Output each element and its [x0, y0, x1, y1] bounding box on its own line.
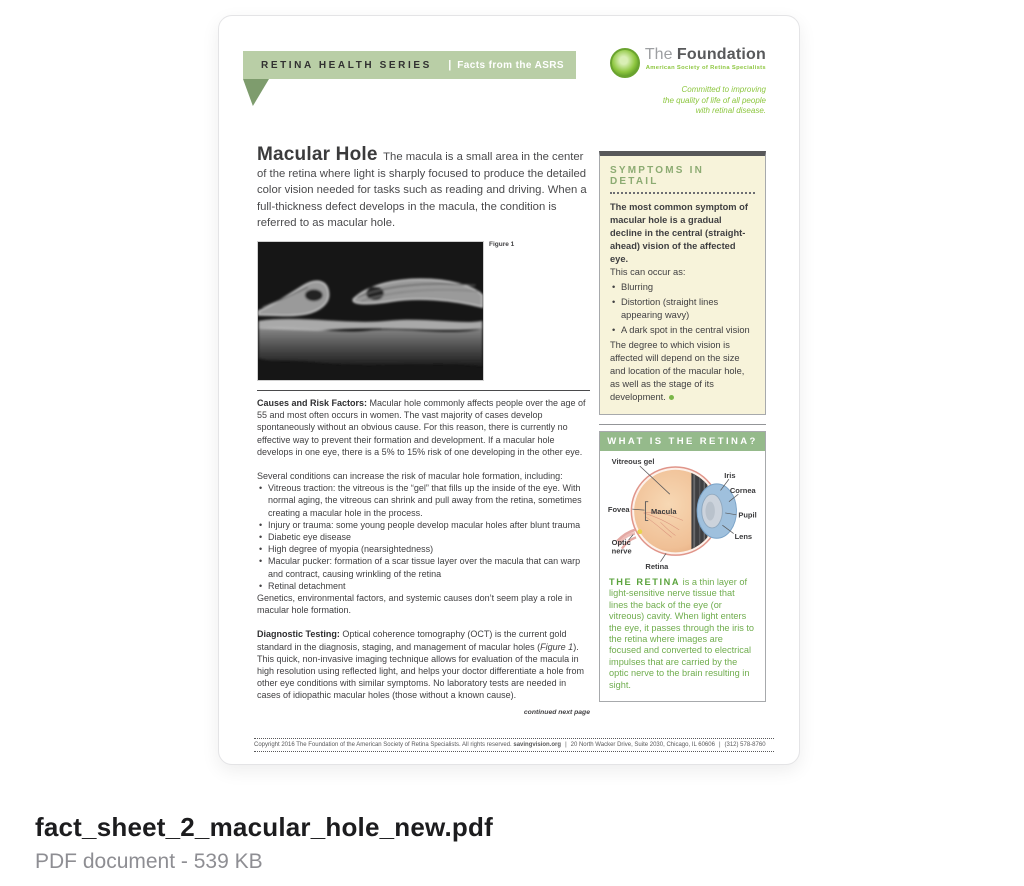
symptom-item: • Distortion (straight lines appearing wavy) — [610, 296, 755, 322]
logo-tagline-line: the quality of life of all people — [662, 95, 766, 105]
pdf-footer — [254, 738, 774, 752]
series-subtitle: Facts from the ASRS — [457, 59, 564, 71]
footer-site: savingvision.org — [513, 742, 562, 748]
risk-factor-item: • Vitreous traction: the vitreous is the “gel” that fills up the inside of the eye. With normal aging, the vitreous can shrink and pull away from the retina, sometimes creating a macular hole in the process. — [257, 482, 590, 519]
logo-tagline-line: Committed to improving — [681, 85, 766, 94]
causes-body: Macular hole commonly affects people over the age of 55 and most often occurs in women. The vast majority of cases develop spontaneously without an obvious cause. For this reason, there is currently no effective way to prevent their formation and development. If a macular hole develops in one eye, there is a 5% to 15% risk of one developing in the other eye. — [257, 397, 586, 457]
figure-1-block — [257, 241, 590, 381]
footer-copyright: Copyright 2016 The Foundation of the American Society of Retina Specialists. All rights reserved. — [254, 742, 514, 748]
label-pupil: Pupil — [738, 510, 757, 520]
logo-the: The — [644, 46, 677, 63]
foundation-logo — [599, 46, 766, 117]
retina-box-body — [600, 573, 765, 701]
page-title: Macular Hole — [257, 144, 384, 165]
label-fovea: Fovea — [607, 505, 630, 514]
file-info — [35, 812, 493, 874]
footer-phone: (312) 578-8760 — [724, 742, 766, 748]
file-name: fact_sheet_2_macular_hole_new.pdf — [35, 812, 493, 842]
risk-factor-item: • High degree of myopia (nearsightedness) — [257, 543, 590, 555]
logo-org-name: American Society of Retina Specialists — [645, 65, 766, 71]
retina-box-title: WHAT IS THE RETINA? — [600, 432, 765, 451]
symptoms-in-detail-box — [599, 151, 766, 415]
symptoms-outro-text: The degree to which vision is affected will depend on the size and location of the macular hole, as well as the stage of its development. — [610, 340, 745, 402]
banner-ribbon-fold — [243, 79, 269, 106]
label-lens: Lens — [734, 532, 753, 542]
symptoms-box-title: SYMPTOMS IN DETAIL — [610, 165, 705, 187]
oct-scan-figure — [257, 241, 484, 381]
figure-reference: Figure 1 — [540, 641, 574, 652]
footer-address: 20 North Wacker Drive, Suite 2030, Chicago, IL 60606 — [570, 742, 715, 748]
sidebar — [599, 151, 766, 702]
symptom-item: • Blurring — [610, 281, 755, 294]
figure-1-label: Figure 1 — [489, 240, 515, 248]
eye-diagram — [600, 451, 765, 573]
diagnostic-paragraph — [257, 628, 590, 701]
logo-tagline-line: with retinal disease. — [695, 106, 766, 115]
section-divider — [257, 390, 590, 391]
foundation-logo-icon — [610, 48, 640, 78]
retina-body-lead: THE RETINA — [609, 577, 681, 587]
sidebar-divider — [599, 424, 766, 425]
causes-outro: Genetics, environmental factors, and systemic causes don’t seem play a role in macular hole formation. — [257, 593, 573, 616]
label-iris: Iris — [724, 471, 736, 481]
retina-body-text: is a thin layer of light-sensitive nerve tissue that lines the back of the eye (or vitreous) cavity. When light enters the eye, it passes through the iris to the retina where images are focused and converted to electrical impulses that are carried by the optic nerve to the brain resulting in sight. — [609, 577, 755, 690]
footer-sep-2: | — [718, 742, 721, 748]
dotted-separator — [610, 192, 755, 194]
label-retina: Retina — [645, 562, 669, 572]
end-bullet-icon — [669, 395, 674, 400]
logo-foundation: Foundation — [676, 46, 766, 63]
symptoms-list — [610, 281, 755, 337]
logo-tagline — [599, 85, 766, 117]
risk-factor-item: • Macular pucker: formation of a scar tissue layer over the macula that can warp and contract, causing wrinkling of the retina — [257, 555, 590, 579]
risk-factor-item: • Diabetic eye disease — [257, 531, 590, 543]
label-nerve: nerve — [611, 546, 632, 556]
article-intro — [257, 144, 590, 232]
risk-list-intro: Several conditions can increase the risk of macular hole formation, including: — [257, 470, 563, 481]
banner-divider: | — [448, 59, 452, 71]
pupil-shape — [705, 502, 714, 521]
file-meta: PDF document - 539 KB — [35, 850, 263, 873]
symptoms-lead: The most common symptom of macular hole is a gradual decline in the central (straight-ahead) vision of the affected eye. — [610, 202, 748, 264]
footer-dotted-bottom — [254, 751, 774, 752]
label-optic: Optic — [611, 537, 631, 547]
footer-sep-1: | — [565, 742, 567, 748]
article-main-column — [257, 144, 590, 716]
series-banner — [243, 51, 576, 79]
pdf-preview-card[interactable] — [218, 15, 800, 765]
label-macula: Macula — [651, 506, 677, 516]
symptoms-outro — [610, 339, 755, 404]
continued-next-page: continued next page — [523, 708, 590, 716]
causes-heading: Causes and Risk Factors: — [257, 397, 370, 408]
diagnostic-pre: Optical coherence tomography (OCT) is the current gold standard in the diagnosis, staging, and management of macular holes ( — [257, 629, 567, 652]
risk-factor-item: • Retinal detachment — [257, 580, 590, 592]
label-vitreous-gel: Vitreous gel — [611, 457, 655, 467]
intro-text: The macula is a small area in the center of the retina where light is sharply focused to produce the detailed color vision needed for tasks such as reading and driving. When a full-thickness defect develops in the macula, the condition is referred to as macular hole. — [257, 151, 587, 230]
diagnostic-post: ). This quick, non-invasive imaging technique allows for evaluation of the macula in high resolution using reflected light, and helps your doctor differentiate a hole from other eye conditions with similar symptoms. No laboratory tests are needed in cases of idiopathic macular holes (those without a known cause). — [257, 641, 585, 701]
risk-factor-list — [257, 482, 590, 592]
series-title: RETINA HEALTH SERIES — [261, 59, 432, 71]
label-cornea: Cornea — [729, 486, 756, 496]
risk-factor-item: • Injury or trauma: some young people develop macular holes after blunt trauma — [257, 519, 590, 531]
causes-paragraph — [257, 397, 590, 458]
what-is-the-retina-box — [599, 431, 766, 702]
diagnostic-heading: Diagnostic Testing: — [257, 629, 343, 640]
symptoms-occur-intro: This can occur as: — [610, 267, 686, 277]
symptom-item: • A dark spot in the central vision — [610, 324, 755, 337]
footer-text — [254, 739, 774, 751]
